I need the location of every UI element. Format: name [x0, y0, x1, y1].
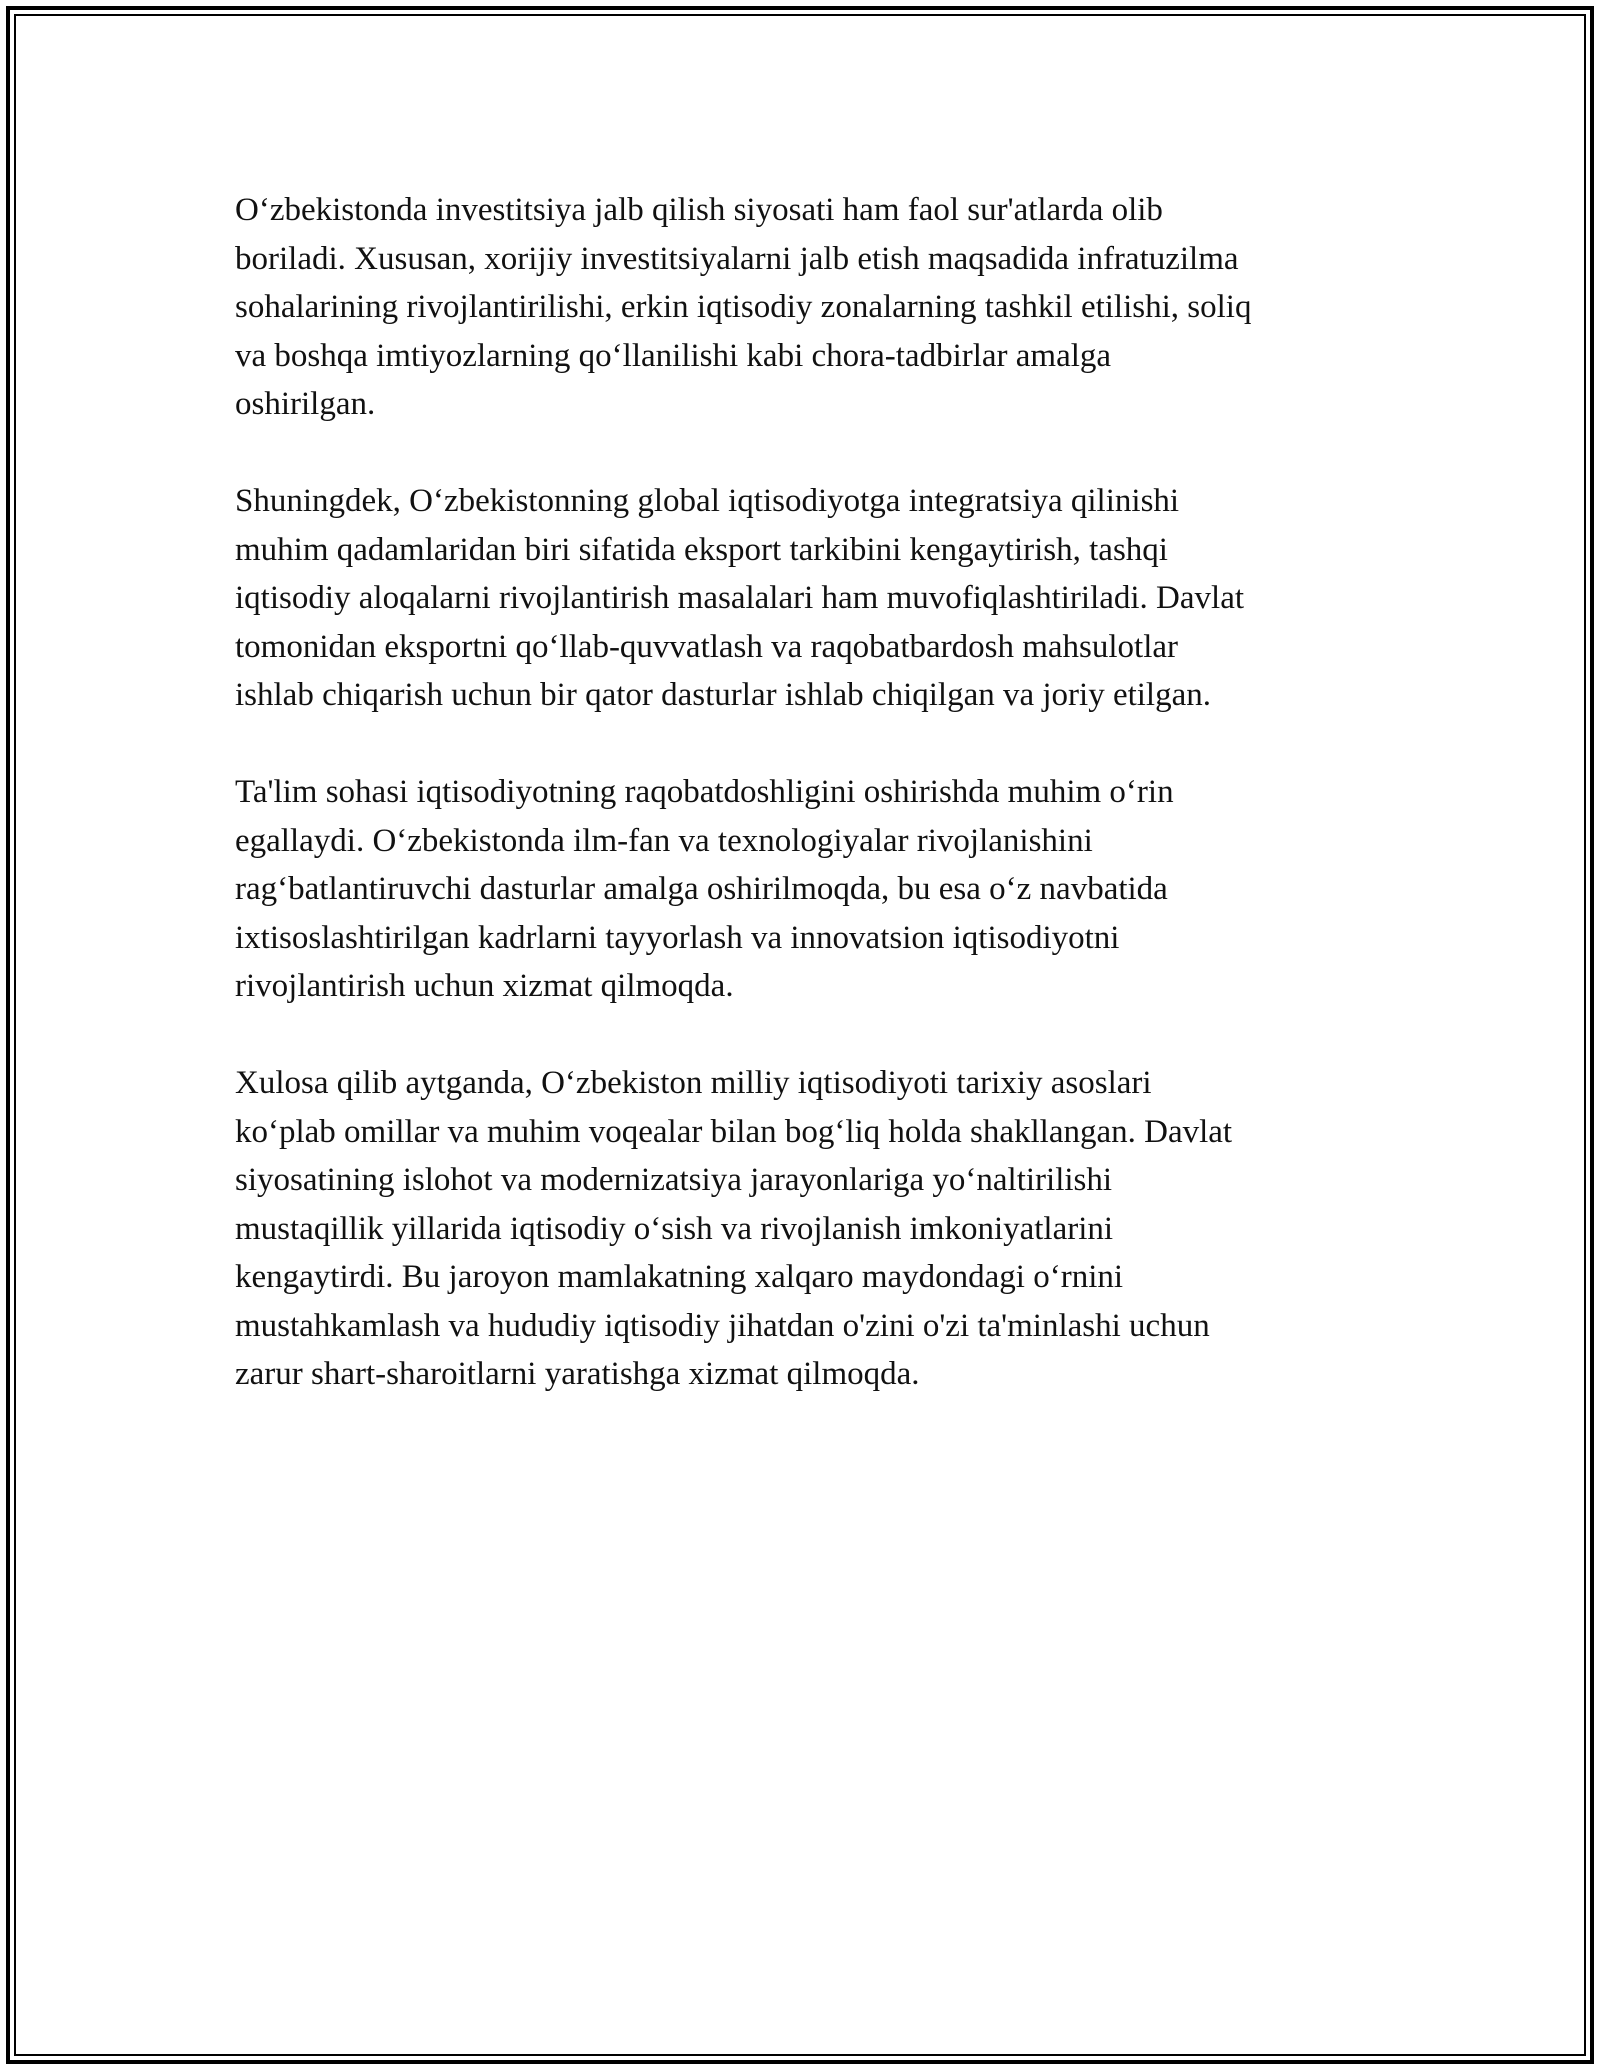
text-line: muhim qadamlaridan biri sifatida eksport tarkibini kengaytirish, tashqi [235, 531, 1168, 568]
text-line: ishlab chiqarish uchun bir qator dasturlar ishlab chiqilgan va joriy etilgan. [235, 677, 1211, 713]
paragraph-conclusion [235, 1059, 1375, 1399]
text-line: va boshqa imtiyozlarning qo‘llanilishi kabi chora-tadbirlar amalga [235, 337, 1112, 374]
text-line: Shuningdek, O‘zbekistonning global iqtisodiyotga integratsiya qilinishi [235, 483, 1180, 519]
text-line: tomonidan eksportni qo‘llab-quvvatlash va raqobatbardosh mahsulotlar [235, 628, 1179, 665]
text-line: mustahkamlash va hududiy iqtisodiy jihatdan o'zini o'zi ta'minlashi uchun [235, 1307, 1210, 1344]
text-line: egallaydi. O‘zbekistonda ilm-fan va texnologiyalar rivojlanishini [235, 822, 1093, 859]
text-line: iqtisodiy aloqalarni rivojlantirish masalalari ham muvofiqlashtiriladi. Davlat [235, 580, 1245, 616]
text-line: ko‘plab omillar va muhim voqealar bilan bog‘liq holda shakllangan. Davlat [235, 1113, 1233, 1150]
text-line: Ta'lim sohasi iqtisodiyotning raqobatdoshligini oshirishda muhim o‘rin [235, 774, 1174, 810]
text-line: ixtisoslashtirilgan kadrlarni tayyorlash va innovatsion iqtisodiyotni [235, 919, 1120, 956]
paragraph-investment-policy [235, 186, 1375, 429]
document-body [235, 186, 1375, 1447]
text-line: Xulosa qilib aytganda, O‘zbekiston milliy iqtisodiyoti tarixiy asoslari [235, 1065, 1152, 1101]
text-line: mustaqillik yillarida iqtisodiy o‘sish va rivojlanish imkoniyatlarini [235, 1210, 1114, 1247]
text-line: rag‘batlantiruvchi dasturlar amalga oshirilmoqda, bu esa o‘z navbatida [235, 871, 1168, 907]
text-line: oshirilgan. [235, 386, 376, 422]
text-line: kengaytirdi. Bu jaroyon mamlakatning xalqaro maydondagi o‘rnini [235, 1259, 1124, 1295]
text-line: sohalarining rivojlantirilishi, erkin iqtisodiy zonalarning tashkil etilishi, soliq [235, 289, 1252, 325]
paragraph-education [235, 768, 1375, 1011]
text-line: rivojlantirish uchun xizmat qilmoqda. [235, 968, 734, 1004]
text-line: O‘zbekistonda investitsiya jalb qilish siyosati ham faol sur'atlarda olib [235, 192, 1163, 228]
text-line: boriladi. Xususan, xorijiy investitsiyalarni jalb etish maqsadida infratuzilma [235, 240, 1239, 277]
text-line: zarur shart-sharoitlarni yaratishga xizmat qilmoqda. [235, 1356, 920, 1392]
text-line: siyosatining islohot va modernizatsiya jarayonlariga yo‘naltirilishi [235, 1162, 1113, 1198]
paragraph-global-integration [235, 477, 1375, 720]
